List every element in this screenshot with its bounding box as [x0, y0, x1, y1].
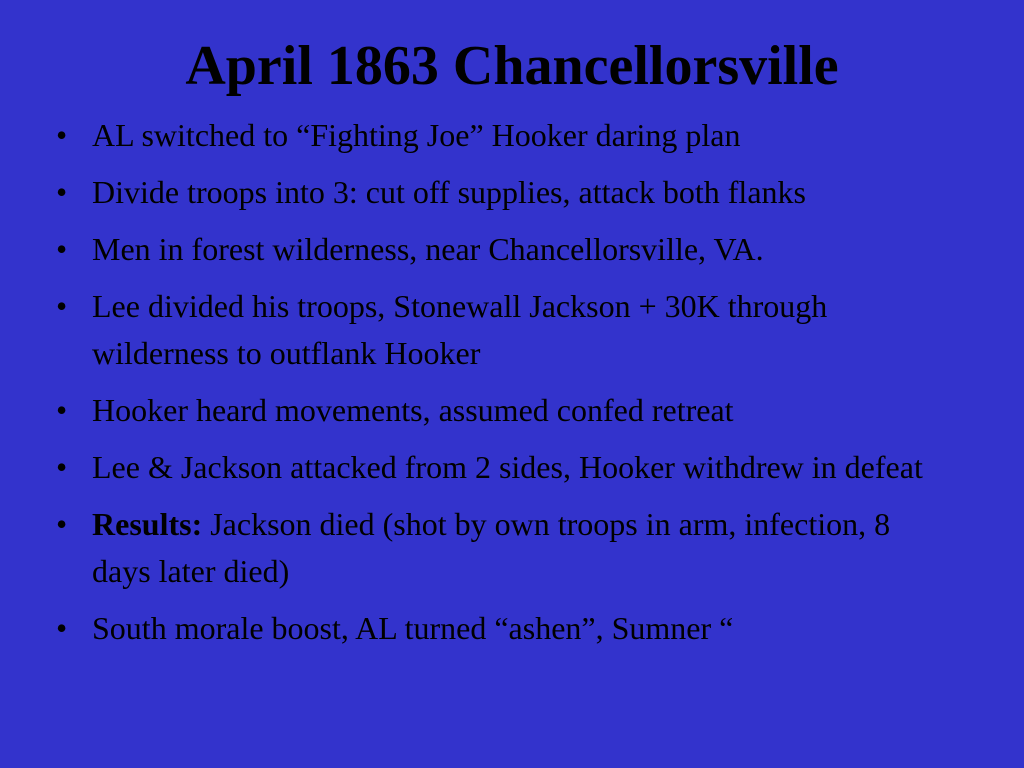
bullet-item: [50, 387, 950, 434]
bullet-marker: •: [56, 449, 68, 485]
bullet-item: [50, 605, 950, 652]
bullet-item: [50, 283, 950, 377]
slide-title: April 1863 Chancellorsville: [185, 35, 839, 97]
bullet-list: [50, 112, 950, 662]
bullet-marker: •: [56, 288, 68, 324]
bullet-text: Lee divided his troops, Stonewall Jackson + 30K through wilderness to outflank Hooker: [92, 288, 828, 371]
bullet-text: South morale boost, AL turned “ashen”, Sumner “: [92, 610, 734, 646]
bullet-lead-label: Results:: [92, 506, 203, 542]
bullet-item: [50, 501, 950, 595]
bullet-item: [50, 444, 950, 491]
bullet-text: Lee & Jackson attacked from 2 sides, Hooker withdrew in defeat: [92, 449, 923, 485]
bullet-text: Jackson died (shot by own troops in arm, infection, 8 days later died): [92, 506, 891, 589]
bullet-marker: •: [56, 174, 68, 210]
bullet-marker: •: [56, 506, 68, 542]
bullet-marker: •: [56, 392, 68, 428]
bullet-item: [50, 226, 950, 273]
bullet-item: [50, 169, 950, 216]
bullet-marker: •: [56, 231, 68, 267]
bullet-text: AL switched to “Fighting Joe” Hooker daring plan: [92, 117, 741, 153]
bullet-item: [50, 112, 950, 159]
bullet-text: Hooker heard movements, assumed confed retreat: [92, 392, 734, 428]
bullet-marker: •: [56, 117, 68, 153]
bullet-text: Divide troops into 3: cut off supplies, attack both flanks: [92, 174, 806, 210]
bullet-marker: •: [56, 610, 68, 646]
bullet-text: Men in forest wilderness, near Chancellorsville, VA.: [92, 231, 764, 267]
